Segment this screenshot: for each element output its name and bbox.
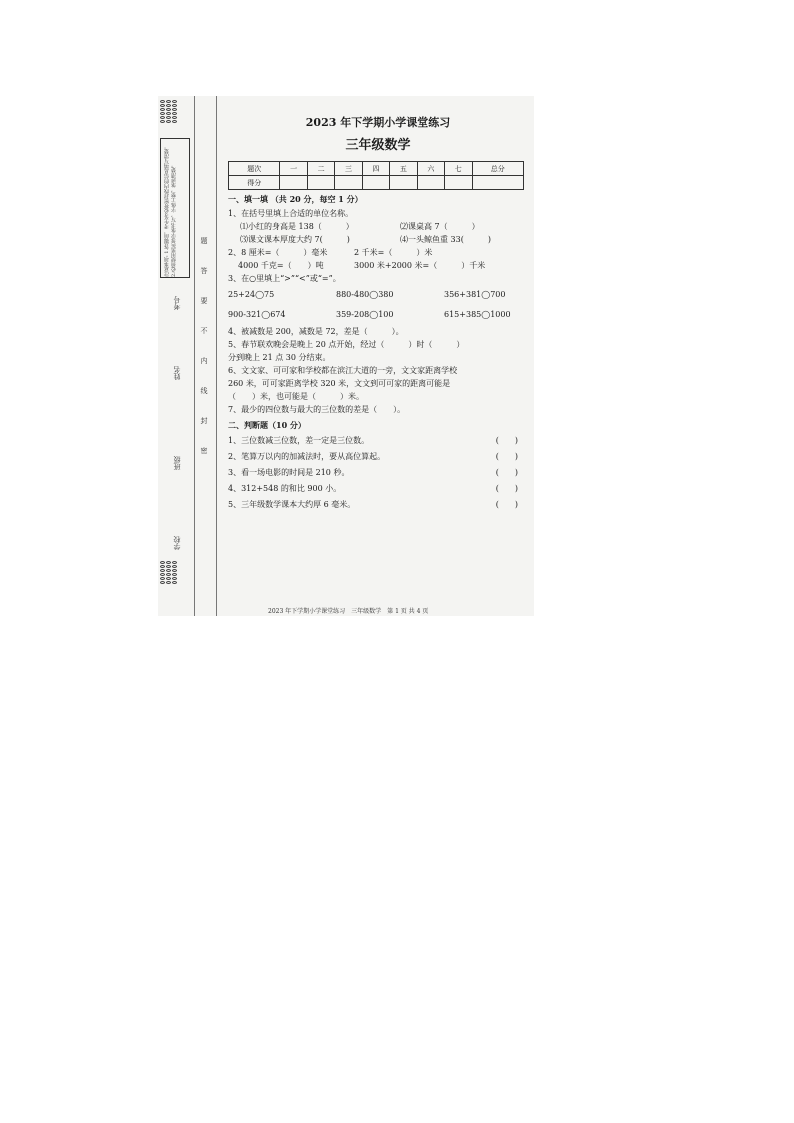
question-6-line-2: 260 米，可可家距离学校 320 米，文文到可可家的距离可能是 [228,379,451,388]
judge-answer-blank[interactable]: ( ) [495,452,518,461]
seal-line-text: 题 答 要 不 内 线 封 密 [200,237,208,455]
score-table-header-row [229,162,524,176]
score-header: 题次 [229,162,280,176]
question-2-item: 2 千米=（ ）米 [354,248,433,257]
question-1-item: ⑴小红的身高是 138（ ） [240,222,354,231]
exam-content [228,114,528,513]
compare-item: 356+381◯700 [444,290,506,299]
question-2-item: 3000 米+2000 米=（ ）千米 [354,261,486,270]
compare-item: 25+24◯75 [228,290,275,299]
page-footer: 2023 年下学期小学课堂练习 三年级数学 第 1 页 共 4 页 [268,608,429,615]
binding-line-2 [216,96,217,616]
field-school: 学校 [173,536,181,550]
score-cell[interactable] [417,176,444,190]
judge-answer-blank[interactable]: ( ) [495,500,518,509]
score-row-label: 得分 [229,176,280,190]
score-cell[interactable] [307,176,334,190]
score-cell[interactable] [472,176,523,190]
judge-answer-blank[interactable]: ( ) [495,468,518,477]
question-1-row-a [228,220,528,233]
question-5-line-2: 分到晚上 21 点 30 分结束。 [228,353,331,362]
question-1-item: ⑵课桌高 7（ ） [400,222,480,231]
question-5-line-1: 5、春节联欢晚会是晚上 20 点开始，经过（ ）时（ ） [228,340,465,349]
score-header: 一 [280,162,307,176]
question-3-row-b [228,305,528,325]
question-2-row-b [228,259,528,272]
score-header: 二 [307,162,334,176]
field-exam-number: 考号 [173,296,181,310]
question-1-row-b [228,233,528,246]
judge-answer-blank[interactable]: ( ) [495,484,518,493]
judge-statement: 2、笔算万以内的加减法时，要从高位算起。 [228,452,386,461]
score-header: 总分 [472,162,523,176]
scanned-exam-page [158,96,534,616]
question-6-line-1: 6、文文家、可可家和学校都在滨江大道的一旁，文文家距离学校 [228,366,458,375]
binding-line-1 [194,96,195,616]
notice-text: 注意事项: 1.答题前，考生务必将密封线内的信息填写清楚。 2.必须使用黑色签字笔书写，字体工整，笔迹清楚。 [164,143,177,277]
score-header: 三 [335,162,362,176]
notice-box [160,138,190,278]
question-1-item: ⑷一头鲸鱼重 33( ) [400,235,491,244]
judge-item [228,449,518,465]
section-2-heading: 二、判断题（10 分） [228,420,306,430]
judge-item [228,481,518,497]
compare-item: 900-321◯674 [228,310,286,319]
binding-dots-top [160,100,180,123]
score-header: 七 [445,162,472,176]
judge-statement: 3、看一场电影的时间是 210 秒。 [228,468,350,477]
question-3: 3、在○里填上“>”“<”或“=”。 [228,274,341,283]
judge-answer-blank[interactable]: ( ) [495,436,518,445]
score-cell[interactable] [362,176,389,190]
score-cell[interactable] [390,176,417,190]
judge-item [228,497,518,513]
section-1-heading: 一、填一填 （共 20 分，每空 1 分） [228,194,363,204]
question-1: 1、在括号里填上合适的单位名称。 [228,209,354,218]
judge-statement: 5、三年级数学课本大约厚 6 毫米。 [228,500,356,509]
question-7: 7、最少的四位数与最大的三位数的差是（ ）。 [228,405,406,414]
score-header: 四 [362,162,389,176]
field-class: 班级 [173,456,181,470]
question-4: 4、被减数是 200，减数是 72，差是（ ）。 [228,327,404,336]
exam-title: 2023 年下学期小学课堂练习 [305,116,451,129]
score-header: 六 [417,162,444,176]
score-cell[interactable] [335,176,362,190]
judge-item [228,433,518,449]
score-header: 五 [390,162,417,176]
binding-dots-bottom [160,561,180,584]
exam-subtitle: 三年级数学 [345,138,411,153]
question-2-row-a [228,246,528,259]
question-1-item: ⑶课文课本厚度大约 7( ) [240,235,350,244]
question-2-item: 2、8 厘米=（ ）毫米 [228,248,328,257]
question-2-item: 4000 千克=（ ）吨 [238,261,324,270]
judge-statement: 1、三位数减三位数，差一定是三位数。 [228,436,370,445]
judge-item [228,465,518,481]
question-3-row-a [228,285,528,305]
field-name: 姓名 [173,366,181,380]
score-table-score-row [229,176,524,190]
compare-item: 359-208◯100 [336,310,394,319]
judge-statement: 4、312+548 的和比 900 小。 [228,484,342,493]
compare-item: 880-480◯380 [336,290,394,299]
score-cell[interactable] [280,176,307,190]
score-table [228,161,524,190]
question-6-line-3: （ ）米，也可能是（ ）米。 [228,392,364,401]
compare-item: 615+385◯1000 [444,310,511,319]
score-cell[interactable] [445,176,472,190]
